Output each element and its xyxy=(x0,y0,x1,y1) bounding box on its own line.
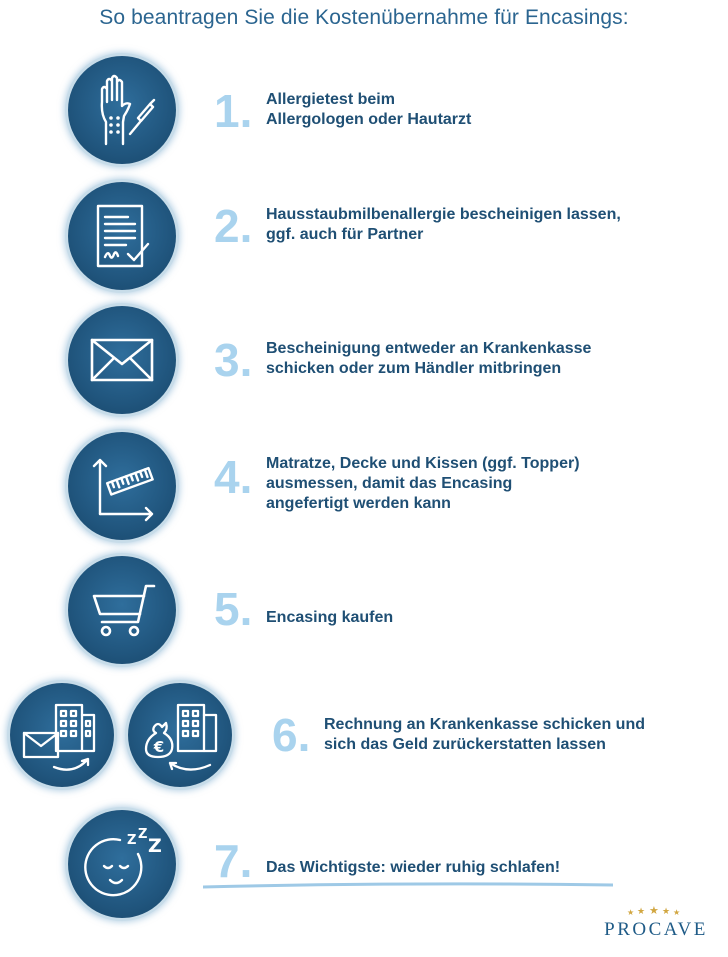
step-5-circle xyxy=(68,556,176,664)
step-4-line-2: ausmessen, damit das Encasing xyxy=(266,475,513,492)
step-3-line-2: schicken oder zum Händler mitbringen xyxy=(266,360,562,377)
svg-text:Z: Z xyxy=(138,827,148,842)
money-building-icon xyxy=(128,683,232,787)
step-6-number: 6. xyxy=(272,709,311,761)
svg-text:★: ★ xyxy=(637,907,646,917)
step-7-circle xyxy=(68,810,176,918)
step-2-circle xyxy=(68,182,176,290)
step-1-number: 1. xyxy=(214,85,253,137)
highlight-underline xyxy=(203,882,613,890)
svg-text:★: ★ xyxy=(627,908,635,917)
step-1-text xyxy=(266,90,471,130)
envelope-building-icon xyxy=(10,683,114,787)
step-4-text xyxy=(266,454,580,514)
step-3-number: 3. xyxy=(214,334,253,386)
envelope-icon xyxy=(68,306,176,414)
step-3-text xyxy=(266,339,591,379)
step-6-line-1: Rechnung an Krankenkasse schicken und xyxy=(324,716,645,733)
step-3-circle xyxy=(68,306,176,414)
shopping-cart-icon xyxy=(68,556,176,664)
step-2-line-2: ggf. auch für Partner xyxy=(266,226,424,243)
step-6-text xyxy=(324,715,645,755)
svg-text:★: ★ xyxy=(673,908,681,917)
svg-text:★: ★ xyxy=(662,907,671,917)
step-1-line-1: Allergietest beim xyxy=(266,91,395,108)
step-2-line-1: Hausstaubmilbenallergie bescheinigen lassen, xyxy=(266,206,621,223)
page-title: So beantragen Sie die Kostenübernahme für Encasings: xyxy=(99,6,629,29)
step-3-line-1: Bescheinigung entweder an Krankenkasse xyxy=(266,340,592,357)
step-4-circle xyxy=(68,432,176,540)
sleeping-face-icon xyxy=(68,810,176,918)
svg-text:€: € xyxy=(153,738,165,756)
step-7-line-1: Das Wichtigste: wieder ruhig schlafen! xyxy=(266,859,561,876)
logo-stars-icon xyxy=(626,905,686,919)
hand-allergy-test-icon xyxy=(68,56,176,164)
step-7-text xyxy=(266,858,560,878)
step-4-number: 4. xyxy=(214,451,253,503)
step-2-text xyxy=(266,205,621,245)
step-5-text xyxy=(266,608,393,628)
step-6-circle-right xyxy=(128,683,232,787)
procave-logo xyxy=(596,905,716,945)
svg-text:Z: Z xyxy=(127,833,137,848)
step-1-line-2: Allergologen oder Hautarzt xyxy=(266,111,472,128)
step-4-line-1: Matratze, Decke und Kissen (ggf. Topper) xyxy=(266,455,580,472)
step-5-number: 5. xyxy=(214,583,253,635)
step-4-line-3: angefertigt werden kann xyxy=(266,495,451,512)
step-6-line-2: sich das Geld zurückerstatten lassen xyxy=(324,736,606,753)
step-6-circle-left xyxy=(10,683,114,787)
svg-text:★: ★ xyxy=(649,905,659,917)
step-5-line-1: Encasing kaufen xyxy=(266,609,394,626)
step-1-circle xyxy=(68,56,176,164)
logo-text: PROCAVE xyxy=(604,919,708,940)
step-2-number: 2. xyxy=(214,200,253,252)
document-check-icon xyxy=(68,182,176,290)
ruler-measure-icon xyxy=(68,432,176,540)
svg-text:Z: Z xyxy=(148,835,162,857)
step-7-number: 7. xyxy=(214,835,253,887)
